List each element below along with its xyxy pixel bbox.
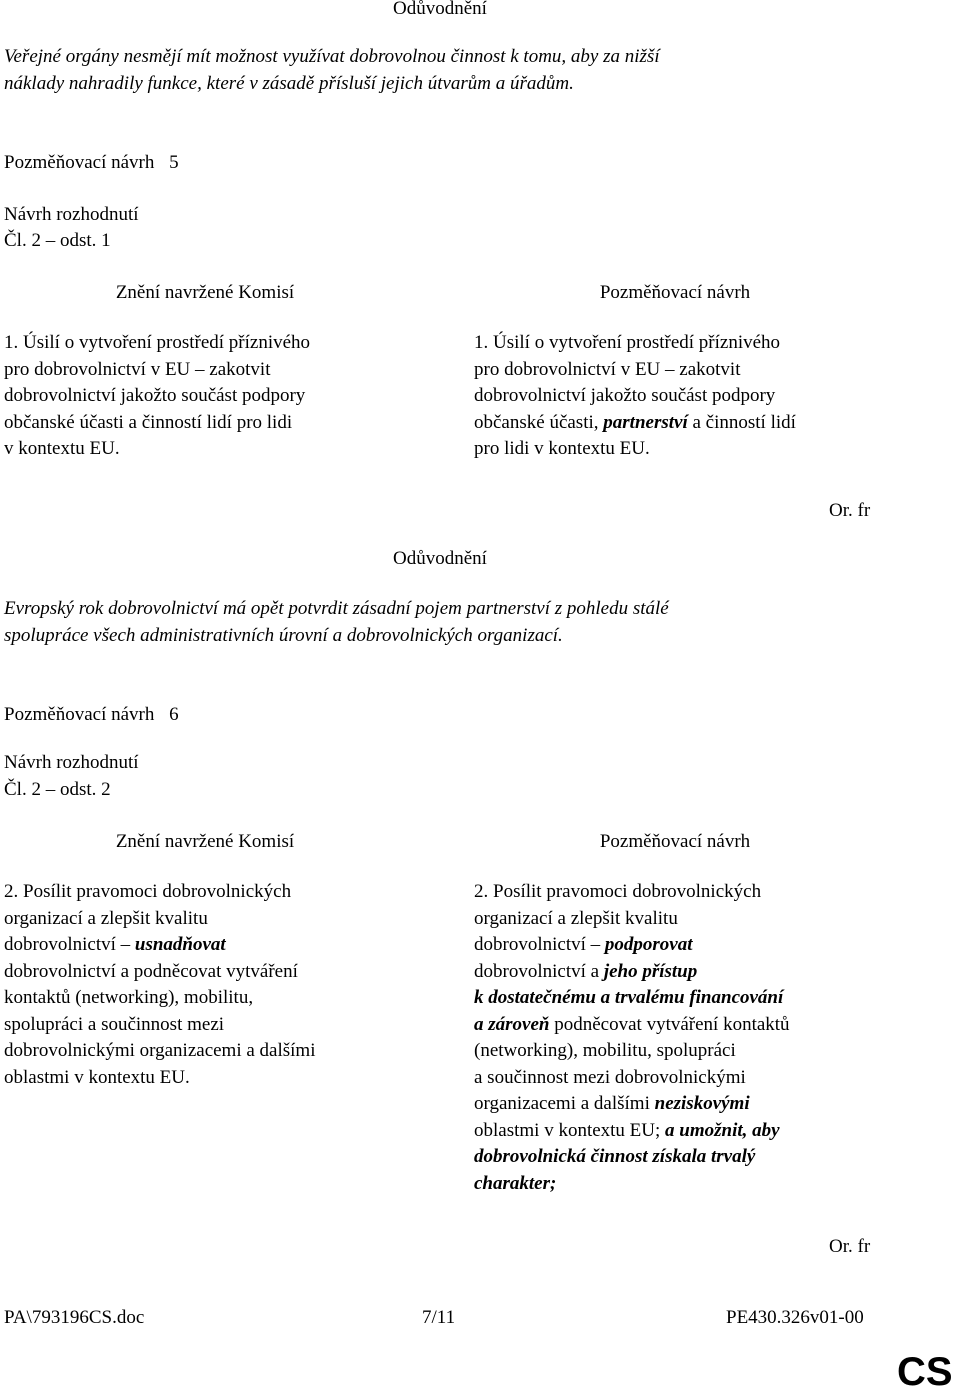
inserted-text: partnerství xyxy=(603,411,688,433)
inserted-text: jeho přístup xyxy=(603,960,698,982)
article-reference: Čl. 2 – odst. 1 xyxy=(4,230,111,251)
text-line: dobrovolnickými organizacemi a dalšími xyxy=(4,1040,316,1061)
text-line xyxy=(4,932,404,959)
text-line: organizací a zlepšit kvalitu xyxy=(4,907,208,929)
inserted-text: a zároveň xyxy=(474,1013,550,1035)
text-line: v kontextu EU. xyxy=(4,438,120,459)
text-line: pro lidi v kontextu EU. xyxy=(474,438,650,459)
page-number: 7/11 xyxy=(422,1307,456,1328)
text-segment: občanské účasti, xyxy=(474,411,604,433)
text-line xyxy=(474,959,894,986)
language-code: CS xyxy=(897,1350,953,1394)
text-line: náklady nahradily funkce, které v zásadě přísluší jejich útvarům a úřadům. xyxy=(4,72,574,94)
text-line xyxy=(474,1091,894,1118)
justification-text xyxy=(4,596,904,649)
text-line: občanské účasti a činností lidí pro lidi xyxy=(4,411,293,433)
inserted-text: podporovat xyxy=(604,934,693,955)
inserted-text: a umožnit, aby xyxy=(665,1119,780,1141)
text-segment: podněcovat vytváření kontaktů xyxy=(549,1013,790,1035)
amendment-title xyxy=(4,702,179,729)
text-segment: dobrovolnictví – xyxy=(474,934,605,955)
text-line xyxy=(474,1012,894,1039)
commission-text xyxy=(4,330,404,463)
amendment-label: Pozměňovací návrh xyxy=(4,704,155,725)
amendment-number: 6 xyxy=(169,704,179,725)
text-line xyxy=(474,410,894,437)
justification-heading: Odůvodnění xyxy=(393,548,487,569)
commission-text-header: Znění navržené Komisí xyxy=(115,282,295,303)
text-line: dobrovolnictví jakožto součást podpory xyxy=(474,385,776,406)
text-line: spolupráce všech administrativních úrovní a dobrovolnických organizací. xyxy=(4,624,563,646)
text-line: organizací a zlepšit kvalitu xyxy=(474,907,678,929)
justification-text xyxy=(4,44,904,97)
amendment-text-header: Pozměňovací návrh xyxy=(599,831,751,852)
text-line: 2. Posílit pravomoci dobrovolnických xyxy=(474,881,762,902)
amendment-label: Pozměňovací návrh xyxy=(4,152,155,173)
original-language: Or. fr xyxy=(829,500,871,521)
commission-text-header: Znění navržené Komisí xyxy=(115,831,295,852)
text-line: pro dobrovolnictví v EU – zakotvit xyxy=(474,358,741,380)
text-line: (networking), mobilitu, spolupráci xyxy=(474,1040,736,1061)
text-line: 2. Posílit pravomoci dobrovolnických xyxy=(4,881,292,902)
inserted-text: dobrovolnická činnost získala trvalý xyxy=(474,1146,756,1167)
amendment-number: 5 xyxy=(169,152,179,173)
text-line: pro dobrovolnictví v EU – zakotvit xyxy=(4,358,271,380)
text-line xyxy=(474,932,894,959)
amendment-text-header: Pozměňovací návrh xyxy=(599,282,751,303)
document-name: Návrh rozhodnutí xyxy=(4,752,139,773)
justification-heading: Odůvodnění xyxy=(393,0,487,19)
text-line xyxy=(474,1118,894,1145)
text-line: kontaktů (networking), mobilitu, xyxy=(4,987,254,1008)
text-line: dobrovolnictví jakožto součást podpory xyxy=(4,385,306,406)
amendment-text xyxy=(474,879,894,1197)
text-segment: oblastmi v kontextu EU; xyxy=(474,1119,666,1141)
text-segment: organizacemi a dalšími xyxy=(474,1093,655,1114)
text-line: 1. Úsilí o vytvoření prostředí příznivého xyxy=(474,332,781,353)
inserted-text: neziskovými xyxy=(654,1093,750,1114)
text-segment: dobrovolnictví – xyxy=(4,934,135,955)
text-line: Veřejné orgány nesmějí mít možnost využívat dobrovolnou činnost k tomu, aby za nižší xyxy=(4,46,660,67)
text-line: Evropský rok dobrovolnictví má opět potvrdit zásadní pojem partnerství z pohledu stálé xyxy=(4,598,669,619)
original-language: Or. fr xyxy=(829,1236,871,1257)
footer-document-reference: PE430.326v01-00 xyxy=(726,1307,864,1328)
text-segment: dobrovolnictví a xyxy=(474,960,604,982)
text-segment: a činností lidí xyxy=(687,411,796,433)
inserted-text: k dostatečnému a trvalému financování xyxy=(474,987,784,1008)
commission-text xyxy=(4,879,404,1091)
footer-file-reference: PA\793196CS.doc xyxy=(4,1307,145,1328)
text-line: a součinnost mezi dobrovolnickými xyxy=(474,1066,746,1088)
text-line: dobrovolnictví a podněcovat vytváření xyxy=(4,960,298,982)
amendment-title xyxy=(4,150,179,177)
inserted-text: charakter; xyxy=(474,1172,557,1194)
document-name: Návrh rozhodnutí xyxy=(4,204,139,225)
amendment-text xyxy=(474,330,894,463)
text-line: 1. Úsilí o vytvoření prostředí příznivého xyxy=(4,332,311,353)
text-line: spolupráci a součinnost mezi xyxy=(4,1013,225,1035)
deleted-text: usnadňovat xyxy=(134,934,226,955)
text-line: oblastmi v kontextu EU. xyxy=(4,1066,190,1088)
article-reference: Čl. 2 – odst. 2 xyxy=(4,779,111,800)
